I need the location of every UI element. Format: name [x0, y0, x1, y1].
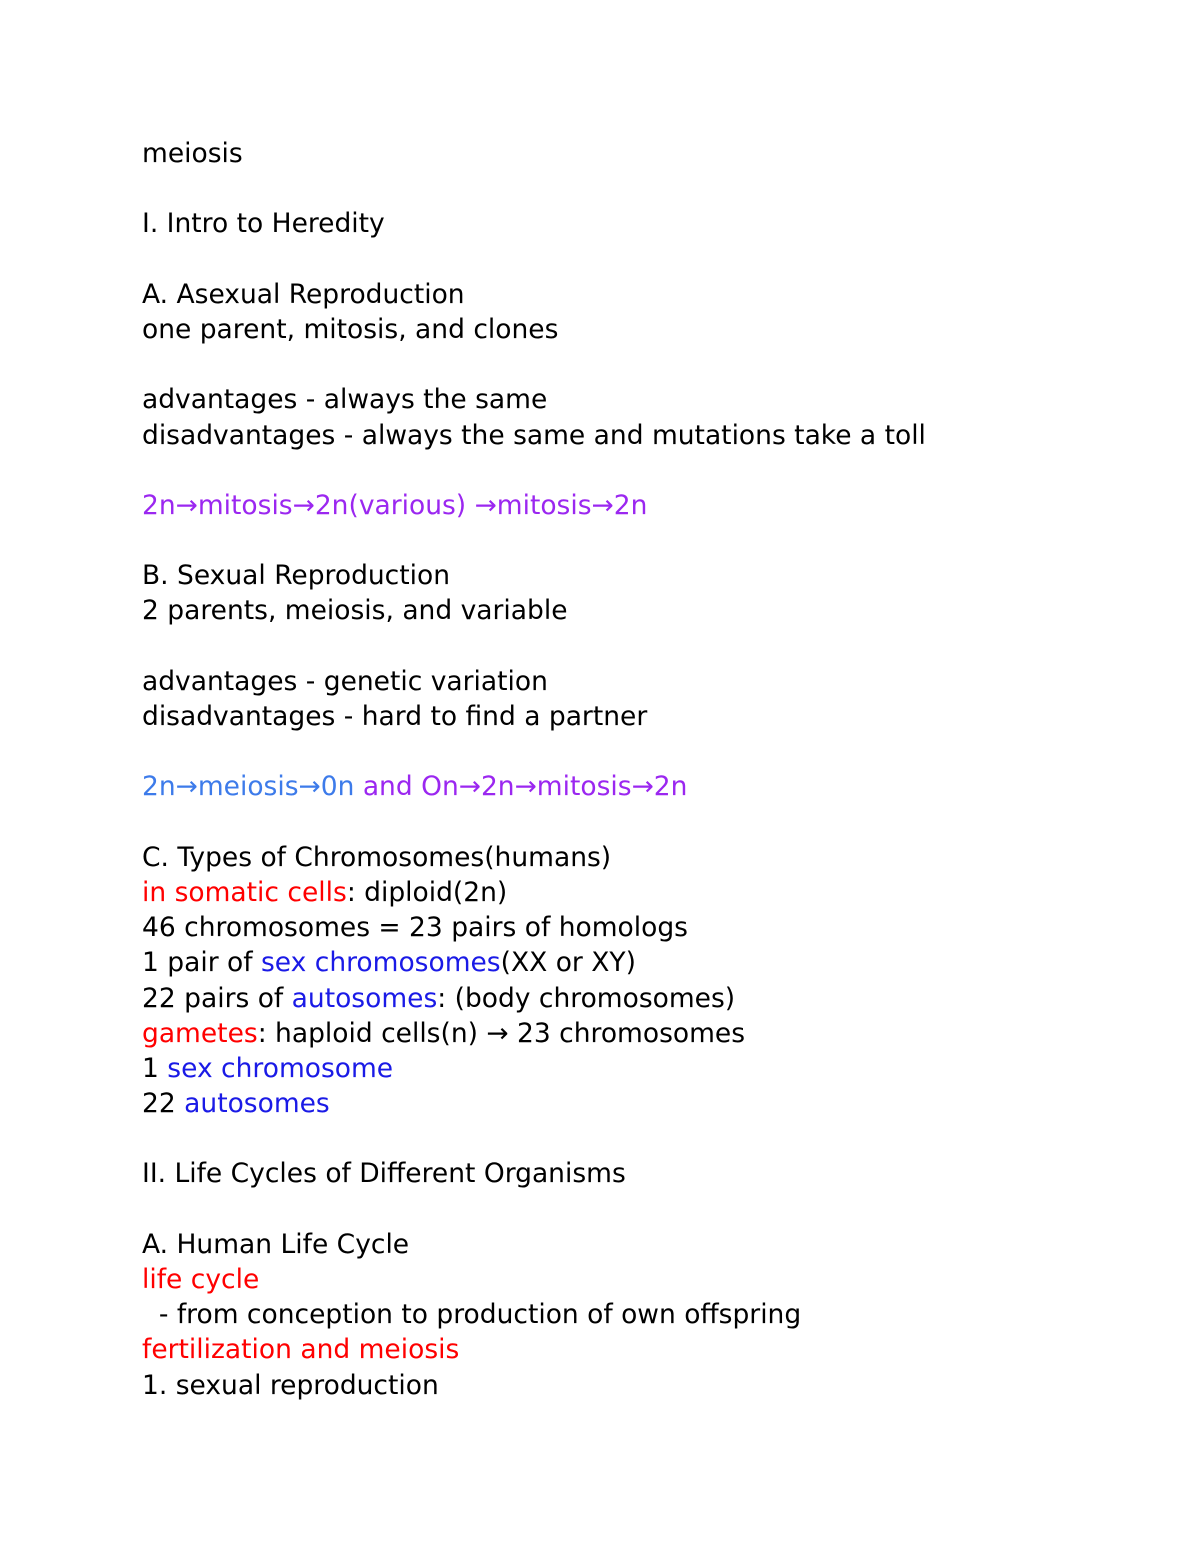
sexual-disadvantages: disadvantages - hard to find a partner [142, 701, 648, 732]
sex-chromosome-pair-line [142, 945, 1102, 980]
asexual-advantages: advantages - always the same [142, 384, 548, 416]
notes-body [142, 136, 1102, 1403]
autosome-pairs-detail: : (body chromosomes) [437, 982, 736, 1014]
spacer [142, 629, 1102, 664]
spacer [142, 242, 1102, 277]
somatic-cells-line [142, 875, 1102, 910]
spacer [142, 1121, 1102, 1156]
gametes-term: gametes [142, 1017, 258, 1049]
sex-chromosomes-term: sex chromosomes [261, 947, 501, 979]
twentytwo-prefix: 22 [142, 1088, 185, 1120]
sexual-cycle-mitosis-part: and On→2n→mitosis→2n [354, 771, 688, 803]
asexual-disadvantages: disadvantages - always the same and mutations take a toll [142, 419, 926, 451]
spacer [142, 805, 1102, 840]
one-prefix: 1 [142, 1052, 168, 1084]
chromosome-count-line: 46 chromosomes = 23 pairs of homologs [142, 912, 688, 944]
somatic-cells-definition: : diploid(2n) [346, 876, 508, 908]
spacer [142, 171, 1102, 206]
sexual-cycle-formula [142, 769, 1102, 804]
asexual-summary: one parent, mitosis, and clones [142, 313, 559, 345]
spacer [142, 347, 1102, 382]
autosome-pairs-prefix: 22 pairs of [142, 982, 292, 1014]
sex-pair-prefix: 1 pair of [142, 947, 261, 979]
sexual-advantages: advantages - genetic variation [142, 665, 548, 697]
subsection-c-heading: C. Types of Chromosomes(humans) [142, 841, 612, 873]
autosomes-term: autosomes [291, 982, 438, 1014]
section-1-heading: I. Intro to Heredity [142, 208, 385, 240]
subsection-a-heading: A. Asexual Reproduction [142, 278, 465, 310]
autosomes-term-2: autosomes [184, 1088, 330, 1120]
sex-pair-detail: (XX or XY) [500, 947, 636, 979]
life-cycle-term: life cycle [142, 1264, 260, 1295]
spacer [142, 1192, 1102, 1227]
gametes-line [142, 1016, 1102, 1051]
section-2-heading: II. Life Cycles of Different Organisms [142, 1158, 626, 1190]
sexual-summary: 2 parents, meiosis, and variable [142, 595, 568, 627]
sexual-reproduction-item: 1. sexual reproduction [142, 1369, 439, 1401]
autosome-pairs-line [142, 981, 1102, 1016]
doc-title: meiosis [142, 138, 243, 169]
spacer [142, 734, 1102, 769]
fertilization-meiosis-term: fertilization and meiosis [142, 1334, 460, 1366]
spacer [142, 453, 1102, 488]
one-sex-chromosome-line [142, 1051, 1102, 1086]
life-cycle-definition: - from conception to production of own offspring [142, 1299, 802, 1331]
somatic-cells-term: in somatic cells [142, 876, 347, 908]
sex-chromosome-term: sex chromosome [167, 1052, 394, 1084]
asexual-cycle-formula: 2n→mitosis→2n(various) →mitosis→2n [142, 489, 648, 521]
subsection-b-heading: B. Sexual Reproduction [142, 560, 451, 592]
human-life-cycle-heading: A. Human Life Cycle [142, 1228, 410, 1260]
twentytwo-autosomes-line [142, 1086, 1102, 1121]
spacer [142, 523, 1102, 558]
gametes-definition: : haploid cells(n) → 23 chromosomes [257, 1017, 746, 1049]
sexual-cycle-meiosis-part: 2n→meiosis→0n [142, 771, 355, 803]
